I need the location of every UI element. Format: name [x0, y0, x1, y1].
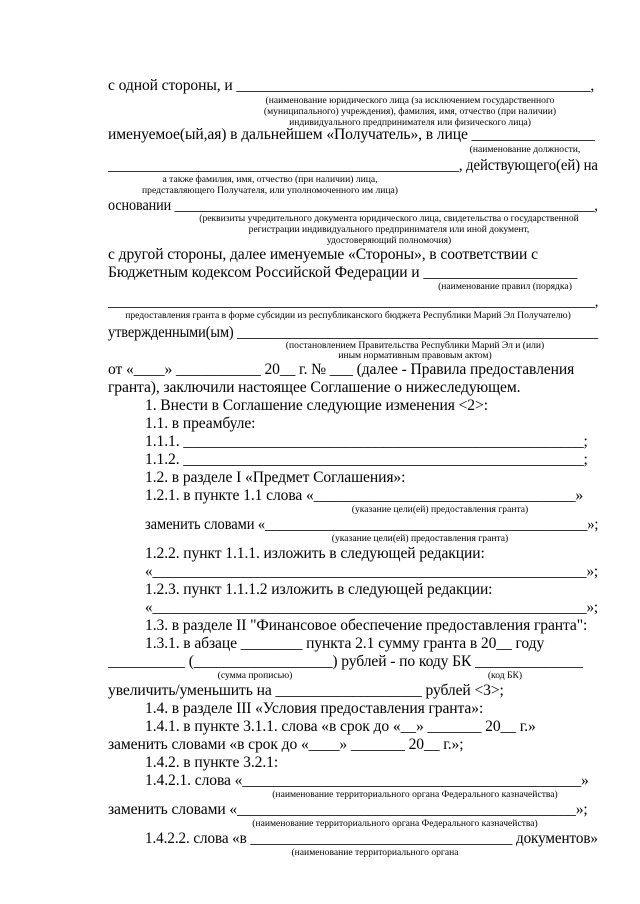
text-line: 1.2.1. в пункте 1.1 слова «__________________________________»	[145, 487, 584, 504]
text-line: Бюджетным кодексом Российской Федерации и ____________________	[108, 264, 578, 281]
field-caption: (указание цели(ей) предоставления гранта)	[331, 533, 509, 544]
field-caption: представляющего Получателя, или уполномоченного им лица)	[142, 185, 398, 196]
field-caption: (реквизиты учредительного документа юридического лица, свидетельства о государственной	[199, 213, 579, 224]
text-line: с другой стороны, далее именуемые «Стороны», в соответствии с	[108, 246, 538, 263]
text-line: основании ____________________________________________________________,	[108, 197, 598, 214]
field-caption: (указание цели(ей) предоставления гранта)	[351, 504, 529, 515]
text-line: заменить словами «в срок до «____» _______ 20__ г.»;	[108, 736, 464, 753]
text-line: 1.2.3. пункт 1.1.1.2 изложить в следующей редакции:	[145, 581, 493, 598]
text-line: 1.2. в разделе I «Предмет Соглашения»:	[145, 469, 406, 486]
field-caption: (наименование юридического лица (за исключением государственного	[265, 95, 555, 106]
text-line: 1.1.1. ____________________________________________________;	[145, 433, 588, 450]
field-caption: (наименование территориального органа Федерального казначейства)	[252, 818, 538, 829]
text-line: гранта), заключили настоящее Соглашение о нижеследующем.	[108, 379, 521, 396]
text-line: 1.4.1. в пункте 3.1.1. слова «в срок до «__» _______ 20__ г.»	[145, 718, 536, 735]
text-line: 1.3.1. в абзаце ________ пункта 2.1 сумму гранта в 20__ году	[145, 635, 545, 652]
field-caption: удостоверяющий полномочия)	[326, 235, 452, 246]
field-caption: (наименование территориального органа	[291, 847, 459, 858]
field-caption: (код БК)	[487, 670, 523, 681]
text-line: 1.4.2.2. слова «в ___________________________________ документов»	[145, 830, 598, 847]
text-line: «__________________________________________________________»;	[145, 599, 599, 616]
text-line: __________ (__________________) рублей - по коду БК ______________	[108, 653, 583, 670]
field-caption: (сумма прописью)	[217, 670, 293, 681]
text-line: 1.3. в разделе II "Финансовое обеспечение предоставления гранта":	[145, 617, 588, 634]
text-line: 1.4.2. в пункте 3.2.1:	[145, 754, 279, 771]
text-line: заменить словами «____________________________________________»;	[108, 801, 588, 818]
text-line: заменить словами «_____________________________________________»;	[145, 516, 599, 533]
field-caption: (муниципального) учреждения), фамилия, имя, отчество (при наличии)	[263, 106, 557, 117]
text-line: с одной стороны, и ______________________________________________,	[108, 77, 595, 94]
text-line: ________________________________________________, действующего(ей) на	[108, 157, 598, 174]
text-line: утвержденными(ым) ___________________________________________________	[108, 324, 598, 341]
text-line: именуемое(ый,ая) в дальнейшем «Получатель», в лице ________________	[108, 126, 595, 143]
field-caption: иным нормативным правовым актом)	[338, 350, 492, 361]
text-line: 1.2.2. пункт 1.1.1. изложить в следующей редакции:	[145, 545, 485, 562]
field-caption: (наименование должности,	[469, 144, 581, 155]
text-line: 1.1.2. ____________________________________________________;	[145, 451, 588, 468]
text-line: 1.4. в разделе III «Условия предоставления гранта»:	[145, 700, 484, 717]
text-line: увеличить/уменьшить на ___________________ рублей <3>;	[108, 682, 504, 699]
field-caption: (наименование правил (порядка)	[438, 281, 572, 292]
text-line: от «____» ___________ 20__ г. № ___ (далее - Правила предоставления	[108, 361, 575, 378]
field-caption: регистрации индивидуального предпринимателя или иной документ,	[248, 224, 530, 235]
text-line: _______________________________________________________________________,	[108, 293, 599, 310]
field-caption: индивидуального предпринимателя или физического лица)	[289, 117, 531, 128]
text-line: 1. Внести в Соглашение следующие изменения <2>:	[145, 397, 488, 414]
field-caption: предоставления гранта в форме субсидии из республиканского бюджета Республики Марий Эл Получателю)	[125, 310, 571, 321]
text-line: 1.1. в преамбуле:	[145, 415, 256, 432]
field-caption: а также фамилия, имя, отчество (при наличии) лица,	[162, 174, 378, 185]
field-caption: (наименование территориального органа Федерального казначейства)	[272, 789, 558, 800]
field-caption: (постановлением Правительства Республики Марий Эл и (или)	[285, 340, 545, 351]
text-line: 1.4.2.1. слова «____________________________________________»	[145, 772, 589, 789]
text-line: «__________________________________________________________»;	[145, 563, 599, 580]
